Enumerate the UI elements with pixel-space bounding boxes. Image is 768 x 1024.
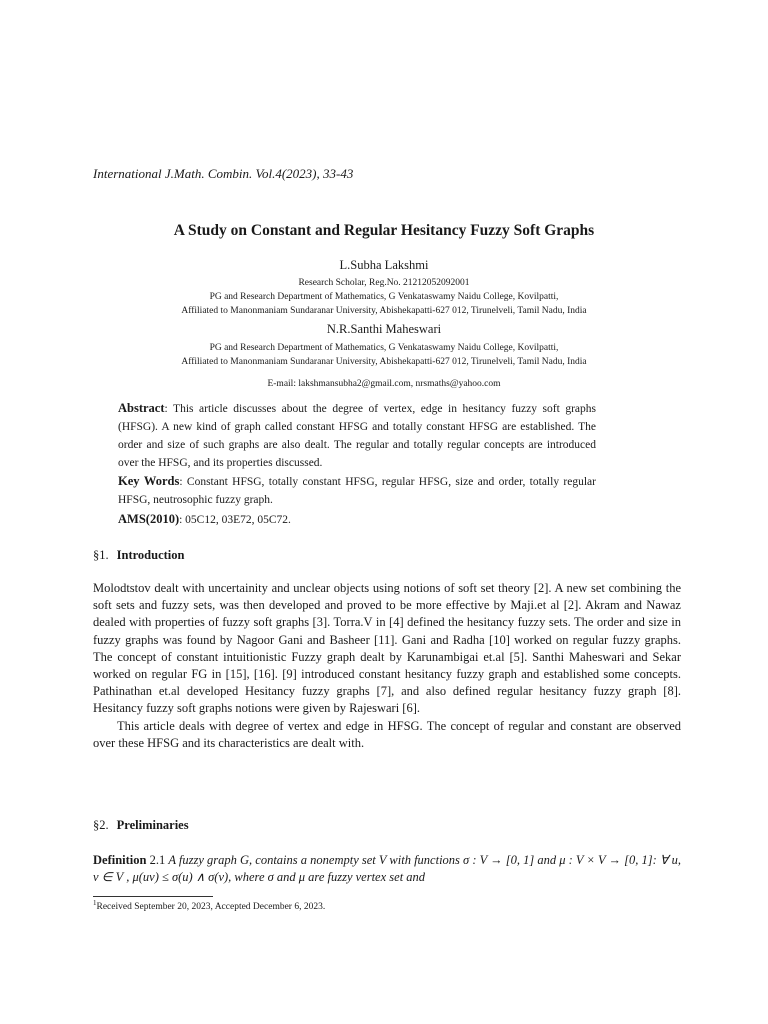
ams-block <box>118 510 596 529</box>
author-2-name: N.R.Santhi Maheswari <box>326 322 442 336</box>
author-emails: E-mail: lakshmansubha2@gmail.com, nrsmaths@yahoo.com <box>267 379 501 389</box>
footnote-mark: 1 <box>93 899 97 907</box>
paragraph: Molodtstov dealt with uncertainity and unclear objects using notions of soft set theory [2]. A new set combining the soft sets and fuzzy sets, was then developed and proved to be more effective by Maji.et al [2]. Akram and Nawaz dealed with properties of fuzzy soft graphs [3]. Torra.V in [4] defined the hesitancy fuzzy sets. The order and size in fuzzy graphs was found by Nagoor Gani and Basheer [11]. Gani and Radha [10] worked on regular fuzzy graphs. The concept of constant intuitionistic Fuzzy graph dealt by Karunambigai et.al [5]. Santhi Maheswari and Sekar worked on regular FG in [15], [16]. [9] introduced constant hesitancy fuzzy graph and established some concepts. Pathinathan et.al developed Hesitancy fuzzy graphs [7], and also defined regular hesitancy fuzzy graph [8]. Hesitancy fuzzy soft graphs notions were given by Rajeswari [6]. <box>93 581 681 716</box>
paragraph: This article deals with degree of vertex and edge in HFSG. The concept of regular and constant are observed over these HFSG and its characteristics are dealt with. <box>93 718 681 750</box>
keywords-label: Key Words <box>118 474 180 488</box>
section-number: §1. <box>93 548 109 562</box>
affiliation-line: PG and Research Department of Mathematics, G Venkataswamy Naidu College, Kovilpatti, <box>209 292 559 302</box>
keywords-block <box>118 472 596 509</box>
paper-title: A Study on Constant and Regular Hesitancy Fuzzy Soft Graphs <box>173 222 595 239</box>
affiliation-line: Affiliated to Manonmaniam Sundaranar University, Abishekapatti-627 012, Tirunelveli, Tamil Nadu, India <box>181 357 587 367</box>
abstract-label: Abstract <box>118 401 165 415</box>
definition-number: 2.1 <box>149 853 166 867</box>
affiliation-line: PG and Research Department of Mathematics, G Venkataswamy Naidu College, Kovilpatti, <box>209 343 559 353</box>
keywords-text: : Constant HFSG, totally constant HFSG, regular HFSG, size and order, totally regular HFSG, neutrosophic fuzzy graph. <box>118 476 596 506</box>
section-1-heading <box>93 548 184 563</box>
definition-text: A fuzzy graph G, contains a nonempty set V with functions σ : V → [0, 1] and μ : V × V → [0, 1]: ∀ u, v ∈ V , μ(uv) ≤ σ(u) ∧ σ(v), where σ and μ are fuzzy vertex set and <box>93 853 681 885</box>
definition-label: Definition <box>93 853 147 867</box>
footnote-text: Received September 20, 2023, Accepted December 6, 2023. <box>96 902 326 913</box>
ams-label: AMS(2010) <box>118 512 180 526</box>
journal-header: International J.Math. Combin. Vol.4(2023), 33-43 <box>93 166 354 181</box>
footnote <box>93 899 325 912</box>
ams-text: : 05C12, 03E72, 05C72. <box>179 514 291 526</box>
footnote-divider <box>93 896 213 897</box>
abstract-block <box>118 399 596 472</box>
abstract-text: : This article discusses about the degree of vertex, edge in hesitancy fuzzy soft graphs (HFSG). A new kind of graph called constant HFSG and totally constant HFSG are established. The order and size of such graphs are also dealt. The regular and totally regular concepts are introduced over the HFSG, and its properties discussed. <box>118 403 596 469</box>
section-number: §2. <box>93 818 109 832</box>
definition-2-1 <box>93 852 681 886</box>
author-2-affiliation <box>0 341 768 369</box>
section-title: Preliminaries <box>116 818 189 832</box>
section-title: Introduction <box>116 548 185 562</box>
affiliation-line: Affiliated to Manonmaniam Sundaranar University, Abishekapatti-627 012, Tirunelveli, Tamil Nadu, India <box>181 306 587 316</box>
affiliation-line: Research Scholar, Reg.No. 21212052092001 <box>298 278 470 288</box>
introduction-body <box>93 580 681 752</box>
author-1-name: L.Subha Lakshmi <box>339 258 429 272</box>
author-1-affiliation <box>0 276 768 318</box>
section-2-heading <box>93 818 189 833</box>
